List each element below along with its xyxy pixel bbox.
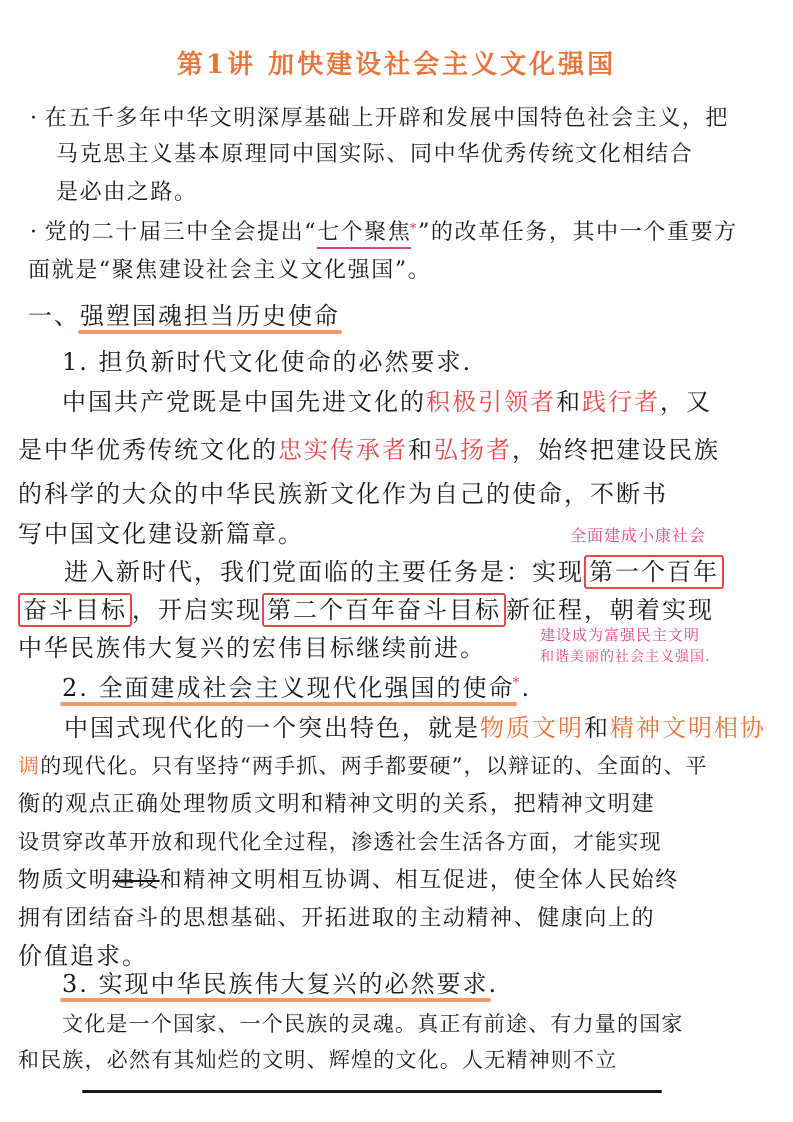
p6-line2: 和民族，必然有其灿烂的文明、辉煌的文化。人无精神则不立 xyxy=(18,1048,618,1072)
p6-line1: 文化是一个国家、一个民族的灵魂。真正有前途、有力量的国家 xyxy=(62,1012,684,1036)
sub3-heading: 3. 实现中华民族伟大复兴的必然要求. xyxy=(62,970,499,998)
section1-heading: 一、强塑国魂担当历史使命 xyxy=(28,302,340,330)
p3-line2: 是中华优秀传统文化的忠实传承者和弘扬者，始终把建设民族 xyxy=(18,436,720,464)
p5-line7: 价值追求。 xyxy=(18,942,148,970)
p5-line1: 中国式现代化的一个突出特色，就是物质文明和精神文明相协 xyxy=(64,714,766,742)
sub2-heading: 2. 全面建成社会主义现代化强国的使命*. xyxy=(62,674,532,702)
struck-text: 建设 xyxy=(112,868,160,893)
p5-line5: 物质文明建设和精神文明相互协调、相互促进，使全体人民始终 xyxy=(18,868,679,893)
p4-line2: 奋斗目标 ，开启实现 第二个百年奋斗目标 新征程，朝着实现 xyxy=(18,598,714,622)
p3-line3: 的科学的大众的中华民族新文化作为自己的使命，不断书 xyxy=(18,480,668,508)
p3-line1: 中国共产党既是中国先进文化的积极引领者和践行者，又 xyxy=(62,388,712,416)
para2-line2: 面就是“聚焦建设社会主义文化强国”。 xyxy=(28,258,432,283)
p5-line6: 拥有团结奋斗的思想基础、开拓进取的主动精神、健康向上的 xyxy=(18,906,656,931)
note-side-line1: 建设成为富强民主文明 xyxy=(540,626,701,644)
para2-line1: · 党的二十届三中全会提出“七个聚焦*”的改革任务，其中一个重要方 xyxy=(30,220,738,245)
p5-line3: 衡的观点正确处理物质文明和精神文明的关系，把精神文明建 xyxy=(18,792,656,817)
star-mark: * xyxy=(409,221,419,237)
p5-line2: 调的现代化。只有坚持“两手抓、两手都要硬”，以辩证的、全面的、平 xyxy=(18,754,708,778)
sub1-heading: 1. 担负新时代文化使命的必然要求. xyxy=(62,348,473,376)
bullet: · xyxy=(30,220,39,245)
bullet: · xyxy=(30,106,39,131)
para1-line3: 是必由之路。 xyxy=(56,180,198,205)
p3-line4: 写中国文化建设新篇章。 xyxy=(18,520,304,548)
first-centenary-box-cont: 奋斗目标 xyxy=(18,593,132,627)
star-mark: * xyxy=(512,675,522,691)
seven-focus-highlight: 七个聚焦 xyxy=(317,220,412,245)
p4-line1: 进入新时代，我们党面临的主要任务是：实现 第一个百年 xyxy=(64,560,724,584)
bottom-rule xyxy=(82,1090,662,1093)
note-side-line2: 和谐美丽的社会主义强国. xyxy=(540,649,711,665)
p5-line4: 设贯穿改革开放和现代化全过程，渗透社会生活各方面，才能实现 xyxy=(18,830,662,854)
second-centenary-box: 第二个百年奋斗目标 xyxy=(262,593,506,627)
note-moderately-prosperous: 全面建成小康社会 xyxy=(570,526,707,545)
p4-line3: 中华民族伟大复兴的宏伟目标继续前进。 xyxy=(18,634,486,662)
first-centenary-box: 第一个百年 xyxy=(584,555,724,589)
page-title: 第1讲 加快建设社会主义文化强国 xyxy=(176,50,617,80)
para1-line1: · 在五千多年中华文明深厚基础上开辟和发展中国特色社会主义，把 xyxy=(30,106,729,131)
para1-line2: 马克思主义基本原理同中国实际、同中华优秀传统文化相结合 xyxy=(56,142,694,167)
